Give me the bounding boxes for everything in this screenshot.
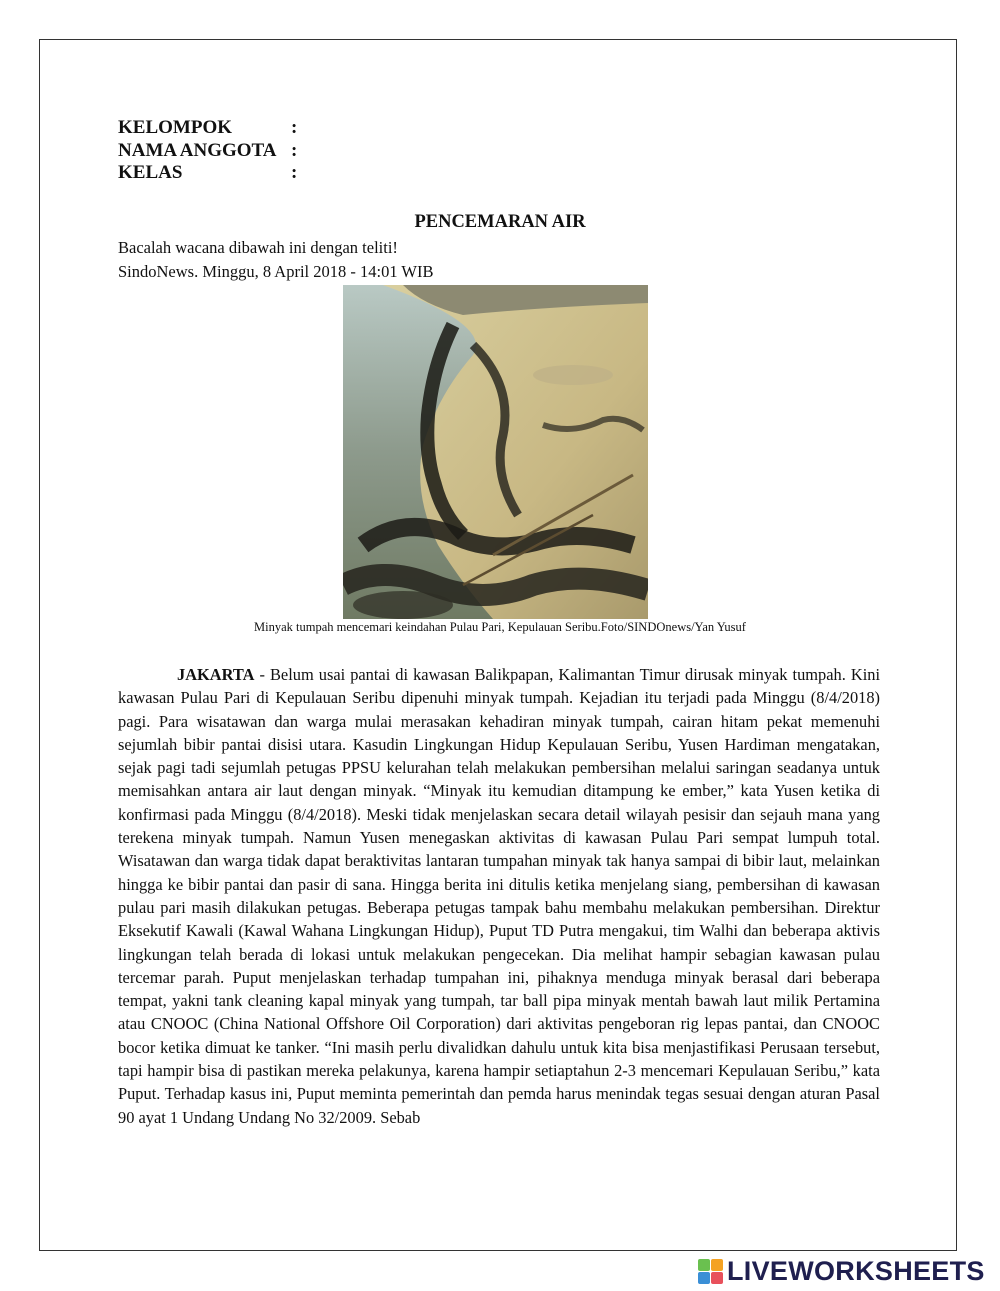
kelas-colon: : <box>291 162 298 183</box>
liveworksheets-logo <box>698 1256 985 1287</box>
liveworksheets-logo-icon <box>698 1259 723 1284</box>
logo-square-orange <box>711 1259 723 1271</box>
kelas-row <box>118 162 297 185</box>
page-title: PENCEMARAN AIR <box>414 212 586 232</box>
nama-anggota-row <box>118 140 297 163</box>
kelas-label: KELAS <box>118 162 183 183</box>
article-lead: JAKARTA <box>177 665 255 684</box>
oil-spill-photo <box>343 285 648 619</box>
student-info-header <box>118 117 297 185</box>
logo-square-green <box>698 1259 710 1271</box>
source-line: SindoNews. Minggu, 8 April 2018 - 14:01 WIB <box>118 262 434 281</box>
photo-caption: Minyak tumpah mencemari keindahan Pulau Pari, Kepulauan Seribu.Foto/SINDOnews/Yan Yusuf <box>254 620 746 634</box>
logo-square-blue <box>698 1272 710 1284</box>
instruction-text: Bacalah wacana dibawah ini dengan teliti! <box>118 238 398 257</box>
nama-anggota-colon: : <box>291 139 298 161</box>
nama-anggota-label: NAMA ANGGOTA <box>118 139 277 161</box>
kelompok-colon: : <box>291 117 298 138</box>
logo-text: LIVEWORKSHEETS <box>727 1256 985 1286</box>
kelompok-label: KELOMPOK <box>118 117 232 138</box>
logo-square-red <box>711 1272 723 1284</box>
intro-block <box>118 236 434 284</box>
article-body <box>118 663 880 1129</box>
kelompok-row <box>118 117 297 140</box>
article-text: - Belum usai pantai di kawasan Balikpapan, Kalimantan Timur dirusak minyak tumpah. Kini kawasan Pulau Pari di Kepulauan Seribu dipenuhi minyak tumpah. Kejadian itu terjadi pada Minggu (8/4/2018) pagi. Para wisatawan dan warga mulai merasakan kehadiran minyak tumpah, cairan hitam pekat memenuhi sejumlah bibir pantai disisi utara. Kasudin Lingkungan Hidup Kepulauan Seribu, Yusen Hardiman mengatakan, sejak pagi tadi sejumlah petugas PPSU kelurahan telah melakukan pembersihan melalui saringan seadanya untuk memisahkan antara air laut dengan minyak. “Minyak itu kemudian ditampung ke ember,” kata Yusen ketika di konfirmasi pada Minggu (8/4/2018). Meski tidak menjelaskan secara detail wilayah pesisir dan sejauh mana yang terekena minyak tumpah. Namun Yusen menegaskan aktivitas di kawasan Pulau Pari sempat lumpuh total. Wisatawan dan warga tidak dapat beraktivitas lantaran tumpahan minyak tak hanya sampai di bibir laut, melainkan hingga ke bibir pantai dan pasir di sana. Hingga berita ini ditulis ketika menjelang siang, pembersihan di kawasan pulau pari masih dilakukan petugas. Beberapa petugas tampak bahu membahu melakukan pembersihan. Direktur Eksekutif Kawali (Kawal Wahana Lingkungan Hidup), Puput TD Putra mengakui, tim Walhi dan beberapa aktivis lingkungan telah berada di lokasi untuk melakukan pengecekan. Dia melihat hampir sebagian kawasan pulau tercemar parah. Puput menjelaskan terhadap tumpahan ini, pihaknya menduga minyak berasal dari beberapa tempat, yakni tank cleaning kapal minyak yang tumpah, tar ball pipa minyak mentah bawah laut milik Pertamina atau CNOOC (China National Offshore Oil Corporation) dari aktivitas pengeboran rig lepas pantai, dan CNOOC bocor ketika dimuat ke tanker. “Ini masih perlu divalidkan dahulu untuk kita bisa menjastifikasi Perusaan tersebut, tapi hampir bisa di pastikan mereka pelakunya, karena hampir setiaptahun 2-3 mencemari Kepulauan Seribu,” kata Puput. Terhadap kasus ini, Puput meminta pemerintah dan pemda harus menindak tegas sesuai dengan aturan Pasal 90 ayat 1 Undang Undang No 32/2009. Sebab <box>118 665 880 1127</box>
